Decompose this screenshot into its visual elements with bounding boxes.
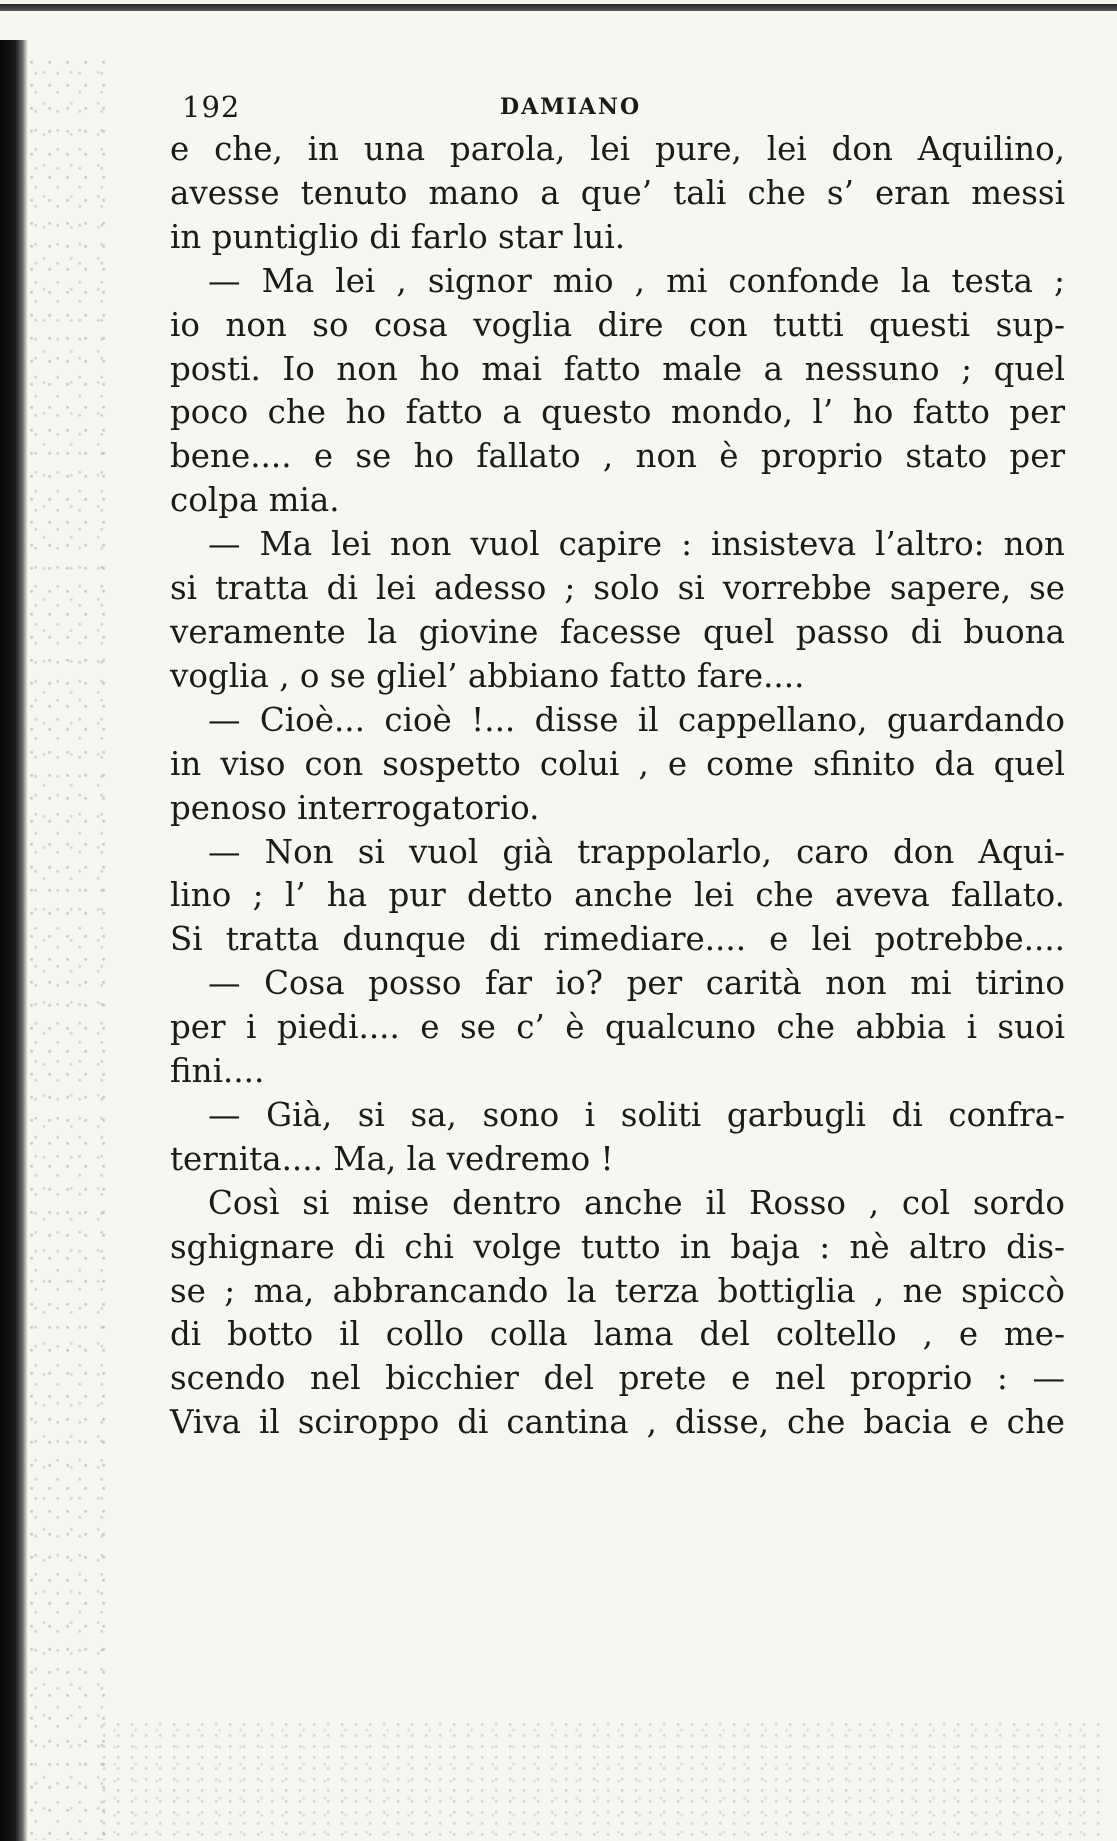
- text-line: ternita.... Ma, la vedremo !: [170, 1139, 614, 1178]
- page-header: [170, 90, 1070, 130]
- text-line: lino ; l’ ha pur detto anche lei che aveva fallato.: [170, 876, 1065, 915]
- text-line: — Cosa posso far io? per carità non mi tirino: [208, 964, 1065, 1003]
- text-line: — Ma lei , signor mio , mi confonde la testa ;: [208, 261, 1065, 300]
- text-line: bene.... e se ho fallato , non è proprio stato per: [170, 437, 1065, 476]
- body-text: [170, 128, 1065, 1445]
- text-line: Si tratta dunque di rimediare.... e lei potrebbe....: [170, 920, 1065, 959]
- running-title: DAMIANO: [500, 94, 642, 120]
- top-border: [0, 4, 1117, 11]
- text-line: avesse tenuto mano a que’ tali che s’ eran messi: [170, 173, 1065, 212]
- text-line: Così si mise dentro anche il Rosso , col sordo: [208, 1183, 1065, 1222]
- text-line: — Già, si sa, sono i soliti garbugli di confra-: [208, 1095, 1065, 1134]
- text-line: in viso con sospetto colui , e come sfinito da quel: [170, 744, 1065, 783]
- page-number: 192: [182, 90, 241, 124]
- text-line: se ; ma, abbrancando la terza bottiglia , ne spiccò: [170, 1271, 1065, 1310]
- text-line: Viva il sciroppo di cantina , disse, che bacia e che: [170, 1403, 1065, 1442]
- text-line: io non so cosa voglia dire con tutti questi sup-: [170, 305, 1065, 344]
- text-line: scendo nel bicchier del prete e nel proprio : —: [170, 1359, 1065, 1398]
- text-line: di botto il collo colla lama del coltello , e me-: [170, 1315, 1065, 1354]
- text-line: veramente la giovine facesse quel passo di buona: [170, 612, 1065, 651]
- text-line: in puntiglio di farlo star lui.: [170, 217, 626, 256]
- text-line: poco che ho fatto a questo mondo, l’ ho fatto per: [170, 393, 1065, 432]
- text-line: — Non si vuol già trappolarlo, caro don Aqui-: [208, 832, 1065, 871]
- text-line: fini....: [170, 1052, 265, 1091]
- text-line: sghignare di chi volge tutto in baja : nè altro dis-: [170, 1227, 1065, 1266]
- paper-stain: [100, 1720, 1100, 1841]
- text-line: — Cioè... cioè !... disse il cappellano, guardando: [208, 700, 1065, 739]
- text-line: si tratta di lei adesso ; solo si vorrebbe sapere, se: [170, 569, 1065, 608]
- text-line: per i piedi.... e se c’ è qualcuno che abbia i suoi: [170, 1008, 1065, 1047]
- paper-speckle: [28, 60, 108, 1840]
- text-line: e che, in una parola, lei pure, lei don Aquilino,: [170, 130, 1065, 168]
- text-line: posti. Io non ho mai fatto male a nessuno ; quel: [170, 349, 1065, 388]
- text-line: colpa mia.: [170, 481, 340, 520]
- text-line: penoso interrogatorio.: [170, 788, 540, 827]
- text-line: voglia , o se gliel’ abbiano fatto fare....: [170, 656, 805, 695]
- text-line: — Ma lei non vuol capire : insisteva l’altro: non: [208, 525, 1065, 564]
- book-spine-shadow: [0, 40, 28, 1841]
